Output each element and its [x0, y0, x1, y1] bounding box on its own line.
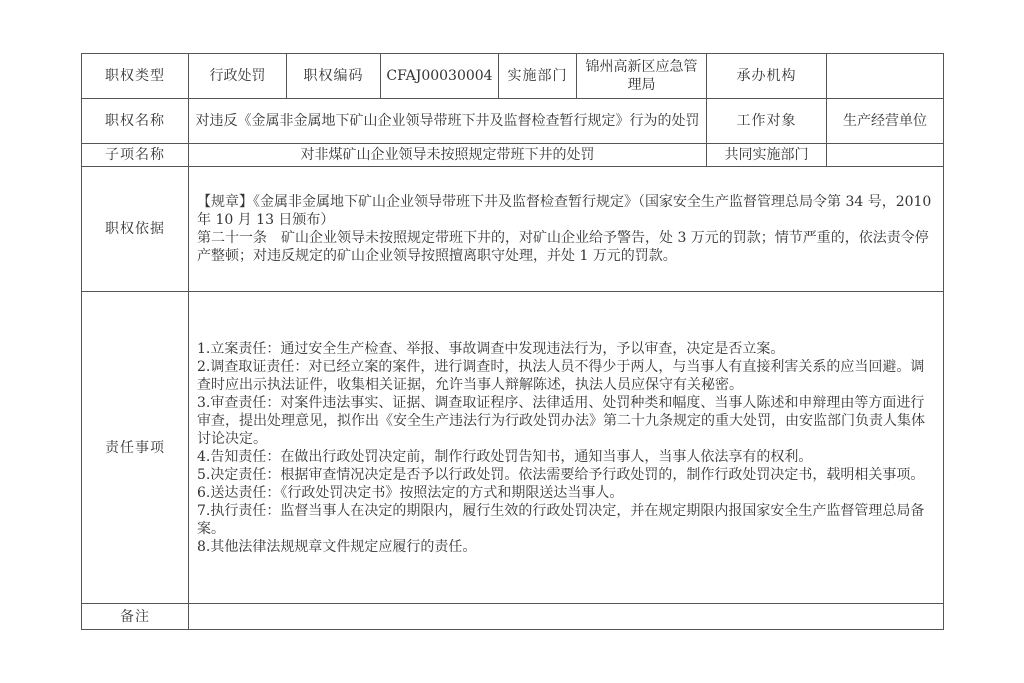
- target-value: 生产经营单位: [827, 99, 944, 144]
- duties-content: [189, 292, 944, 604]
- duty-item: 2.调查取证责任：对已经立案的案件，进行调查时，执法人员不得少于两人，与当事人有直接利害关系的应当回避。调查时应出示执法证件，收集相关证据，允许当事人辩解陈述，执法人员应保守有关秘密。: [197, 358, 925, 393]
- duty-item: 8.其他法律法规规章文件规定应履行的责任。: [197, 538, 477, 555]
- duties-label: 责任事项: [82, 292, 189, 604]
- type-value: 行政处罚: [189, 54, 287, 99]
- dept-value: 锦州高新区应急管理局: [577, 54, 707, 99]
- dept-label: 实施部门: [499, 54, 577, 99]
- target-label: 工作对象: [707, 99, 827, 144]
- name-label: 职权名称: [82, 99, 189, 144]
- subitem-value: 对非煤矿山企业领导未按照规定带班下井的处罚: [189, 144, 707, 167]
- remarks-value: [189, 604, 944, 630]
- duty-item: 1.立案责任：通过安全生产检查、举报、事故调查中发现违法行为，予以审查，决定是否立案。: [197, 340, 785, 357]
- duty-item: 5.决定责任：根据审查情况决定是否予以行政处罚。依法需要给予行政处罚的，制作行政处罚决定书，载明相关事项。: [197, 466, 925, 483]
- duty-item: 7.执行责任：监督当事人在决定的期限内，履行生效的行政处罚决定，并在规定期限内报国家安全生产监督管理总局备案。: [197, 502, 925, 537]
- basis-line: 【规章】《金属非金属地下矿山企业领导带班下井及监督检查暂行规定》（国家安全生产监督管理总局令第 34 号，2010 年 10 月 13 日颁布）: [197, 194, 932, 228]
- handler-label: 承办机构: [707, 54, 827, 99]
- co-dept-label: 共同实施部门: [707, 144, 827, 167]
- name-value: 对违反《金属非金属地下矿山企业领导带班下井及监督检查暂行规定》行为的处罚: [189, 99, 707, 144]
- duty-item: 6.送达责任：《行政处罚决定书》按照法定的方式和期限送达当事人。: [197, 484, 624, 501]
- duty-item: 3.审查责任：对案件违法事实、证据、调查取证程序、法律适用、处罚种类和幅度、当事人陈述和申辩理由等方面进行审查，提出处理意见，拟作出《安全生产违法行为行政处罚办法》第二十九条规定的重大处罚，由安监部门负责人集体讨论决定。: [197, 394, 925, 447]
- co-dept-value: [827, 144, 944, 167]
- subitem-label: 子项名称: [82, 144, 189, 167]
- basis-label: 职权依据: [82, 167, 189, 292]
- handler-value: [827, 54, 944, 99]
- type-label: 职权类型: [82, 54, 189, 99]
- remarks-label: 备注: [82, 604, 189, 630]
- duty-item: 4.告知责任：在做出行政处罚决定前，制作行政处罚告知书，通知当事人，当事人依法享有的权利。: [197, 448, 813, 465]
- authority-table: [81, 53, 944, 630]
- basis-line: 第二十一条 矿山企业领导未按照规定带班下井的，对矿山企业给予警告，处 3 万元的罚款；情节严重的，依法责令停产整顿；对违反规定的矿山企业领导按照擅离职守处理，并处 1 万元的罚款。: [197, 230, 929, 264]
- basis-content: [189, 167, 944, 292]
- code-value: CFAJ00030004: [381, 54, 499, 99]
- code-label: 职权编码: [287, 54, 381, 99]
